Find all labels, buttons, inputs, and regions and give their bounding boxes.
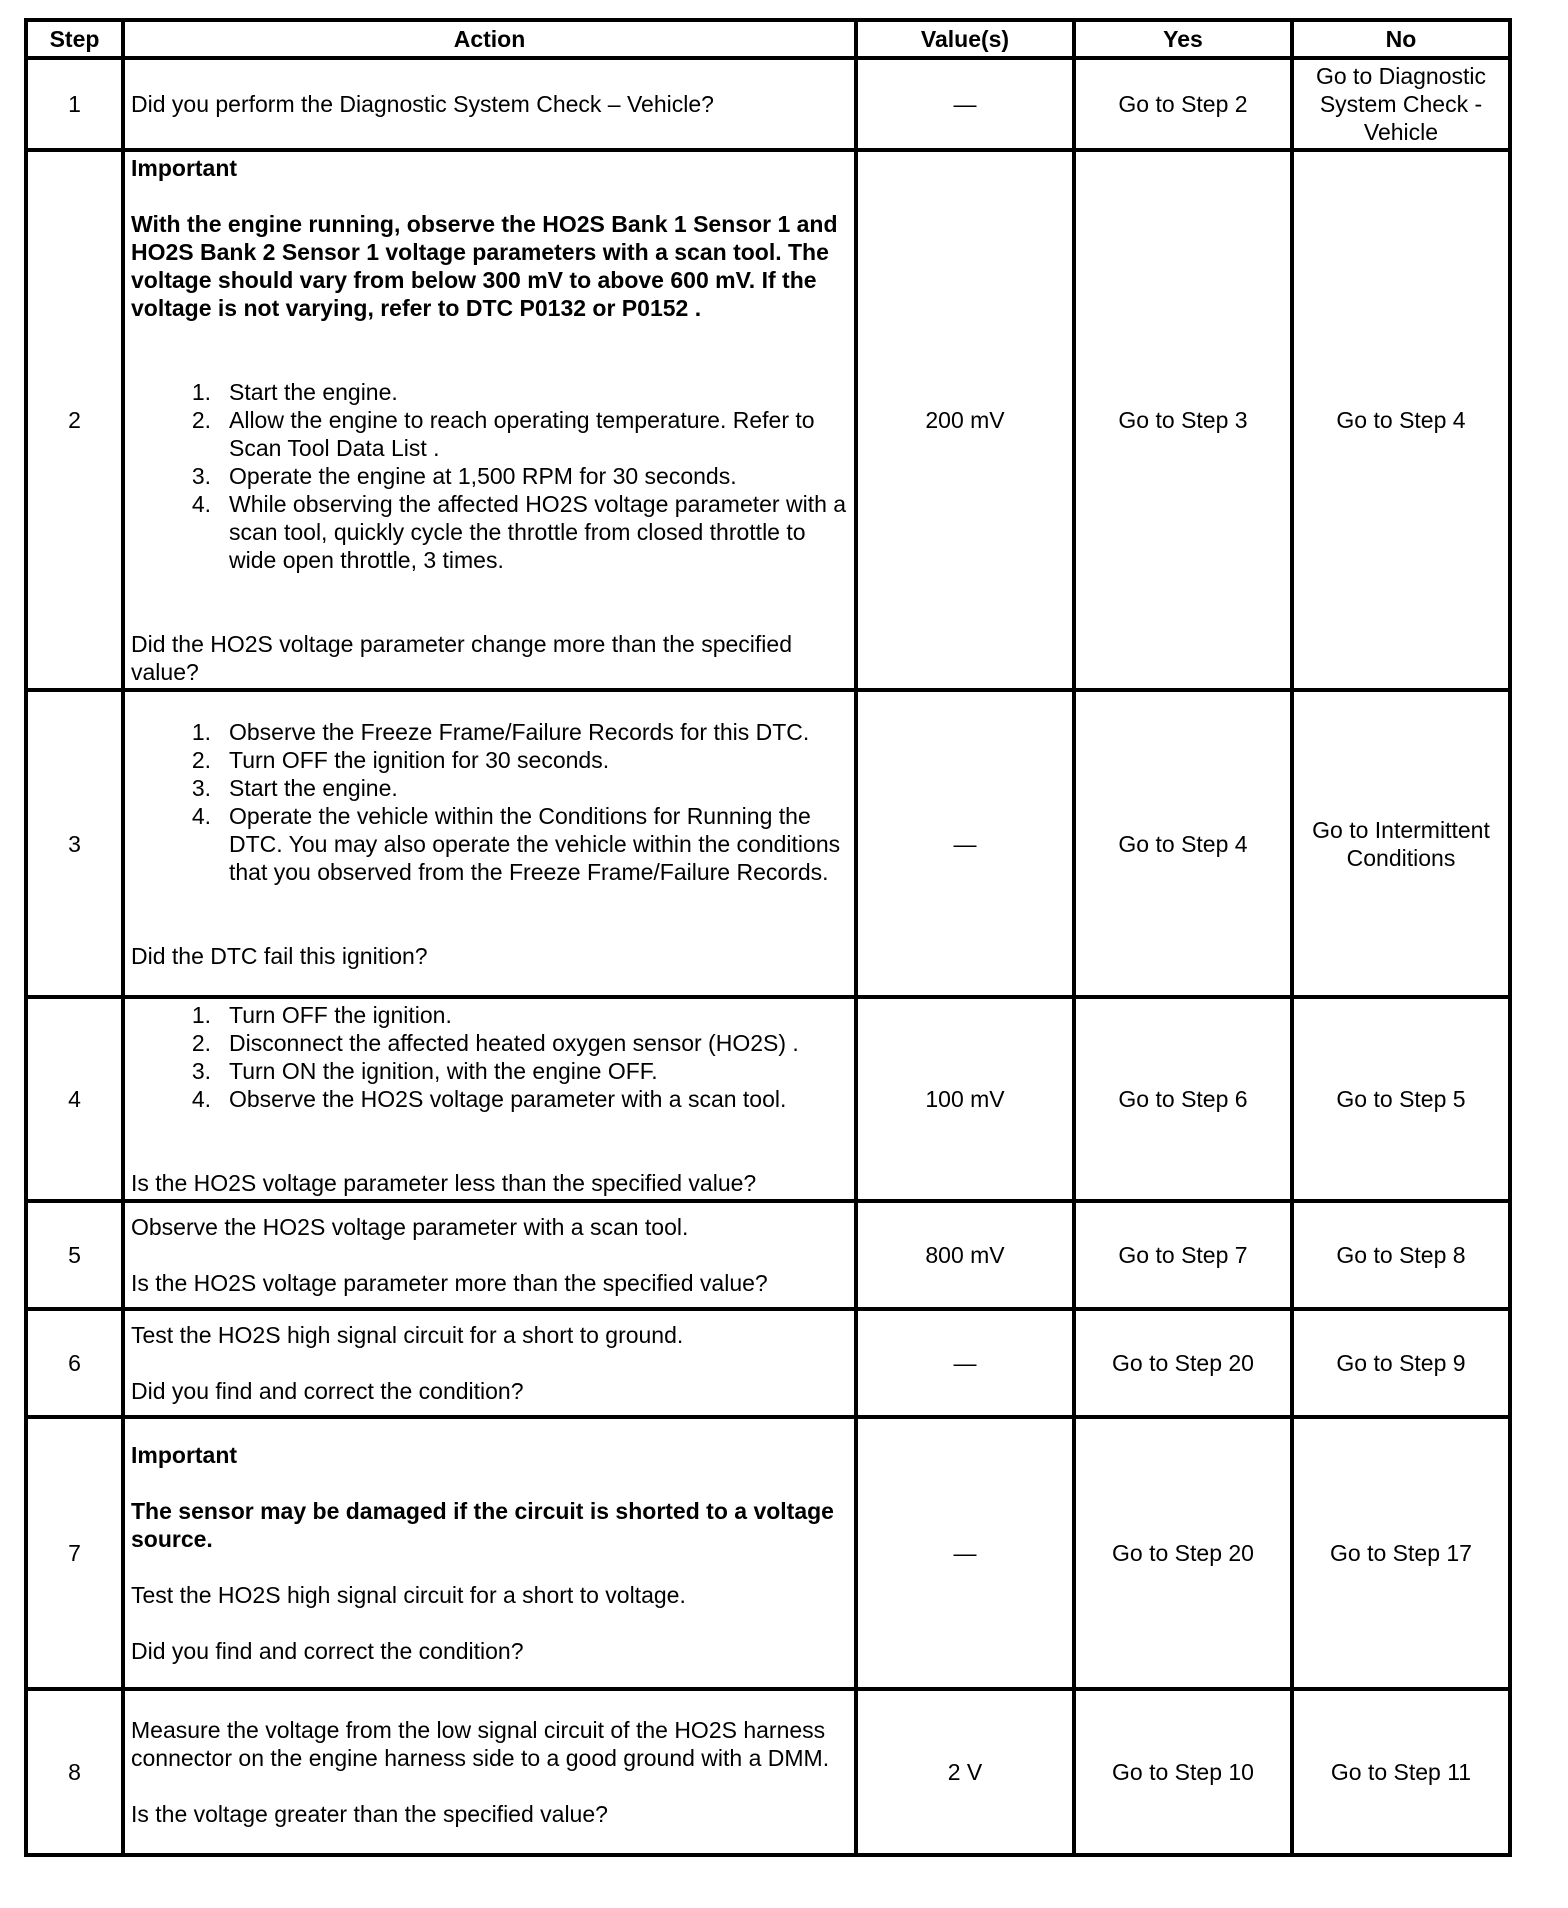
no-cell: Go to Step 17 xyxy=(1292,1417,1510,1689)
question: Did you find and correct the condition? xyxy=(131,1638,524,1664)
list-item xyxy=(131,462,848,490)
list-item xyxy=(131,378,848,406)
no-cell: Go to Step 4 xyxy=(1292,150,1510,690)
value-cell: 100 mV xyxy=(856,997,1074,1201)
procedure-list xyxy=(131,718,848,886)
yes-cell: Go to Step 3 xyxy=(1074,150,1292,690)
important-text: The sensor may be damaged if the circuit is shorted to a voltage source. xyxy=(131,1498,834,1552)
yes-cell: Go to Step 20 xyxy=(1074,1417,1292,1689)
action-cell xyxy=(123,1417,856,1689)
question: Is the voltage greater than the specified value? xyxy=(131,1801,608,1827)
item-text: Turn OFF the ignition for 30 seconds. xyxy=(229,746,610,773)
header-step: Step xyxy=(26,20,123,58)
action-cell xyxy=(123,1689,856,1855)
list-item xyxy=(131,1029,848,1057)
no-cell: Go to Step 9 xyxy=(1292,1309,1510,1417)
item-text: Disconnect the affected heated oxygen sensor (HO2S) . xyxy=(229,1030,799,1056)
table-row xyxy=(26,1309,1510,1417)
value-cell: — xyxy=(856,1309,1074,1417)
procedure-list xyxy=(131,1001,848,1113)
value-cell: — xyxy=(856,690,1074,997)
item-text: Observe the Freeze Frame/Failure Records for this DTC. xyxy=(229,718,810,745)
item-number: 3. xyxy=(191,463,211,489)
yes-cell: Go to Step 7 xyxy=(1074,1201,1292,1309)
table-row xyxy=(26,58,1510,150)
instruction: Measure the voltage from the low signal circuit of the HO2S harness connector on the engine harness side to a good ground with a DMM. xyxy=(131,1717,830,1771)
header-no: No xyxy=(1292,20,1510,58)
question: Did the DTC fail this ignition? xyxy=(131,942,428,969)
step-number: 3 xyxy=(26,690,123,997)
step-number: 1 xyxy=(26,58,123,150)
yes-cell: Go to Step 4 xyxy=(1074,690,1292,997)
item-text: Allow the engine to reach operating temperature. Refer to Scan Tool Data List . xyxy=(229,407,815,461)
item-number: 1. xyxy=(191,379,211,405)
item-text: Turn OFF the ignition. xyxy=(229,1002,452,1028)
question: Did you perform the Diagnostic System Check – Vehicle? xyxy=(131,91,714,117)
list-item xyxy=(131,490,848,574)
value-cell: 2 V xyxy=(856,1689,1074,1855)
diagnostic-table xyxy=(24,18,1512,1857)
item-text: Start the engine. xyxy=(229,774,398,801)
item-number: 4. xyxy=(191,1086,211,1112)
question: Did you find and correct the condition? xyxy=(131,1378,524,1404)
important-text: With the engine running, observe the HO2S Bank 1 Sensor 1 and HO2S Bank 2 Sensor 1 voltage parameters with a scan tool. The voltage should vary from below 300 mV to above 600 mV. If the voltage is not varying, refer to DTC P0132 or P0152 . xyxy=(131,211,838,321)
instruction: Observe the HO2S voltage parameter with a scan tool. xyxy=(131,1214,689,1240)
step-number: 2 xyxy=(26,150,123,690)
list-item xyxy=(131,802,848,886)
yes-cell: Go to Step 20 xyxy=(1074,1309,1292,1417)
instruction: Test the HO2S high signal circuit for a short to voltage. xyxy=(131,1582,686,1608)
list-item xyxy=(131,1057,848,1085)
action-cell xyxy=(123,690,856,997)
item-text: Turn ON the ignition, with the engine OFF. xyxy=(229,1058,658,1084)
no-cell: Go to Diagnostic System Check - Vehicle xyxy=(1292,58,1510,150)
list-item xyxy=(131,774,848,802)
procedure-list xyxy=(131,378,848,574)
step-number: 8 xyxy=(26,1689,123,1855)
instruction: Test the HO2S high signal circuit for a short to ground. xyxy=(131,1322,684,1348)
item-text: Operate the engine at 1,500 RPM for 30 seconds. xyxy=(229,463,737,489)
item-number: 3. xyxy=(191,774,211,801)
list-item xyxy=(131,1001,848,1029)
action-cell xyxy=(123,150,856,690)
header-row xyxy=(26,20,1510,58)
action-cell xyxy=(123,997,856,1201)
item-text: Operate the vehicle within the Conditions for Running the DTC. You may also operate the vehicle within the conditions that you observed from the Freeze Frame/Failure Records. xyxy=(229,802,841,885)
action-cell xyxy=(123,1201,856,1309)
value-cell: 800 mV xyxy=(856,1201,1074,1309)
header-yes: Yes xyxy=(1074,20,1292,58)
header-action: Action xyxy=(123,20,856,58)
important-label: Important xyxy=(131,1442,238,1468)
no-cell: Go to Step 5 xyxy=(1292,997,1510,1201)
step-number: 7 xyxy=(26,1417,123,1689)
table-row xyxy=(26,1417,1510,1689)
yes-cell: Go to Step 6 xyxy=(1074,997,1292,1201)
header-value: Value(s) xyxy=(856,20,1074,58)
list-item xyxy=(131,406,848,462)
value-cell: — xyxy=(856,58,1074,150)
item-text: Observe the HO2S voltage parameter with a scan tool. xyxy=(229,1086,787,1112)
value-cell: 200 mV xyxy=(856,150,1074,690)
step-number: 5 xyxy=(26,1201,123,1309)
yes-cell: Go to Step 10 xyxy=(1074,1689,1292,1855)
step-number: 6 xyxy=(26,1309,123,1417)
question: Did the HO2S voltage parameter change more than the specified value? xyxy=(131,631,792,685)
no-cell: Go to Intermittent Conditions xyxy=(1292,690,1510,997)
list-item xyxy=(131,718,848,746)
item-number: 4. xyxy=(191,802,211,829)
table-row xyxy=(26,690,1510,997)
item-number: 3. xyxy=(191,1058,211,1084)
table-row xyxy=(26,997,1510,1201)
item-number: 2. xyxy=(191,746,211,773)
no-cell: Go to Step 8 xyxy=(1292,1201,1510,1309)
list-item xyxy=(131,1085,848,1113)
step-number: 4 xyxy=(26,997,123,1201)
item-text: While observing the affected HO2S voltage parameter with a scan tool, quickly cycle the throttle from closed throttle to wide open throttle, 3 times. xyxy=(229,491,847,573)
value-cell: — xyxy=(856,1417,1074,1689)
table-row xyxy=(26,150,1510,690)
item-number: 1. xyxy=(191,1002,211,1028)
item-number: 1. xyxy=(191,718,211,745)
important-label: Important xyxy=(131,155,238,181)
item-number: 4. xyxy=(191,491,211,517)
table-row xyxy=(26,1689,1510,1855)
item-text: Start the engine. xyxy=(229,379,398,405)
question: Is the HO2S voltage parameter less than the specified value? xyxy=(131,1170,757,1196)
item-number: 2. xyxy=(191,407,211,433)
action-cell xyxy=(123,1309,856,1417)
item-number: 2. xyxy=(191,1030,211,1056)
yes-cell: Go to Step 2 xyxy=(1074,58,1292,150)
no-cell: Go to Step 11 xyxy=(1292,1689,1510,1855)
action-cell xyxy=(123,58,856,150)
question: Is the HO2S voltage parameter more than the specified value? xyxy=(131,1270,768,1296)
list-item xyxy=(131,746,848,774)
table-row xyxy=(26,1201,1510,1309)
